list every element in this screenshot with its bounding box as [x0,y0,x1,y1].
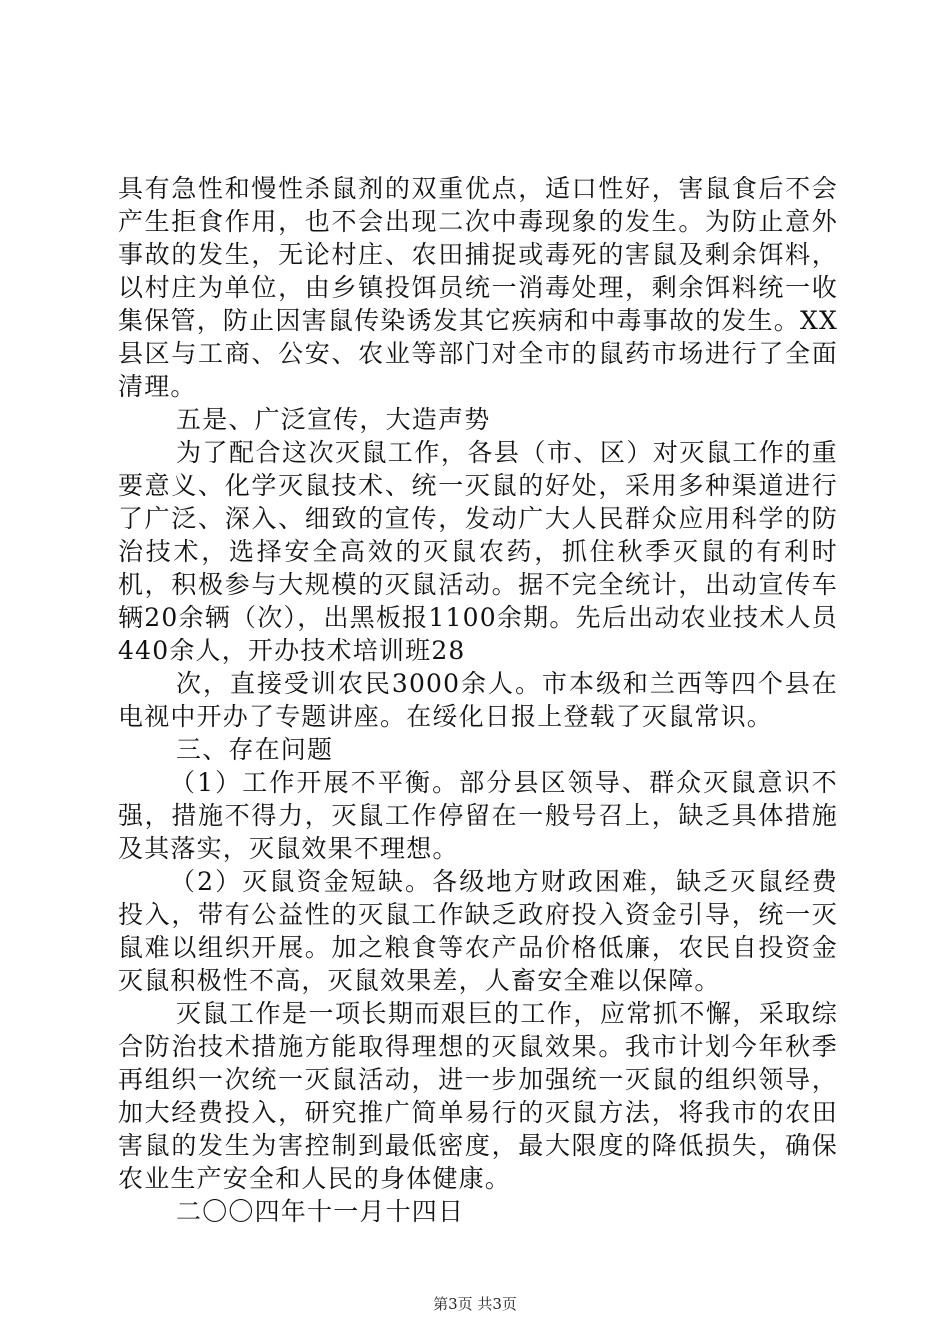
page-number-footer: 第3页 共3页 [433,1295,517,1313]
paragraph-problem-1: （1）工作开展不平衡。部分县区领导、群众灭鼠意识不强，措施不得力，灭鼠工作停留在一般号召上，缺乏具体措施及其落实，灭鼠效果不理想。 [118,768,838,863]
paragraph-problem-2: （2）灭鼠资金短缺。各级地方财政困难，缺乏灭鼠经费投入，带有公益性的灭鼠工作缺乏政府投入资金引导，统一灭鼠难以组织开展。加之粮食等农产品价格低廉，农民自投资金灭鼠积极性不高，灭鼠效果差，人畜安全难以保障。 [118,867,838,995]
paragraph-rodenticide-handling: 具有急性和慢性杀鼠剂的双重优点，适口性好，害鼠食后不会产生拒食作用，也不会出现二次中毒现象的发生。为防止意外事故的发生，无论村庄、农田捕捉或毒死的害鼠及剩余饵料，以村庄为单位，由乡镇投饵员统一消毒处理，剩余饵料统一收集保管，防止因害鼠传染诱发其它疾病和中毒事故的发生。XX县区与工商、公安、农业等部门对全市的鼠药市场进行了全面清理。 [118,174,838,401]
document-body [118,172,838,1228]
section-heading-publicity: 五是、广泛宣传，大造声势 [176,405,491,434]
paragraph-publicity-details: 为了配合这次灭鼠工作，各县（市、区）对灭鼠工作的重要意义、化学灭鼠技术、统一灭鼠的好处，采用多种渠道进行了广泛、深入、细致的宣传，发动广大人民群众应用科学的防治技术，选择安全高效的灭鼠农药，抓住秋季灭鼠的有利时机，积极参与大规模的灭鼠活动。据不完全统计，出动宣传车辆20余辆（次），出黑板报1100余期。先后出动农业技术人员440余人，开办技术培训班28 [118,438,838,665]
paragraph-conclusion: 灭鼠工作是一项长期而艰巨的工作，应常抓不懈，采取综合防治技术措施方能取得理想的灭鼠效果。我市计划今年秋季再组织一次统一灭鼠活动，进一步加强统一灭鼠的组织领导，加大经费投入，研究推广简单易行的灭鼠方法，将我市的农田害鼠的发生为害控制到最低密度，最大限度的降低损失，确保农业生产安全和人民的身体健康。 [118,999,838,1193]
document-date: 二〇〇四年十一月十四日 [176,1197,465,1226]
paragraph-training-results: 次，直接受训农民3000余人。市本级和兰西等四个县在电视中开办了专题讲座。在绥化日报上登载了灭鼠常识。 [118,669,838,731]
section-heading-problems: 三、存在问题 [176,735,334,764]
